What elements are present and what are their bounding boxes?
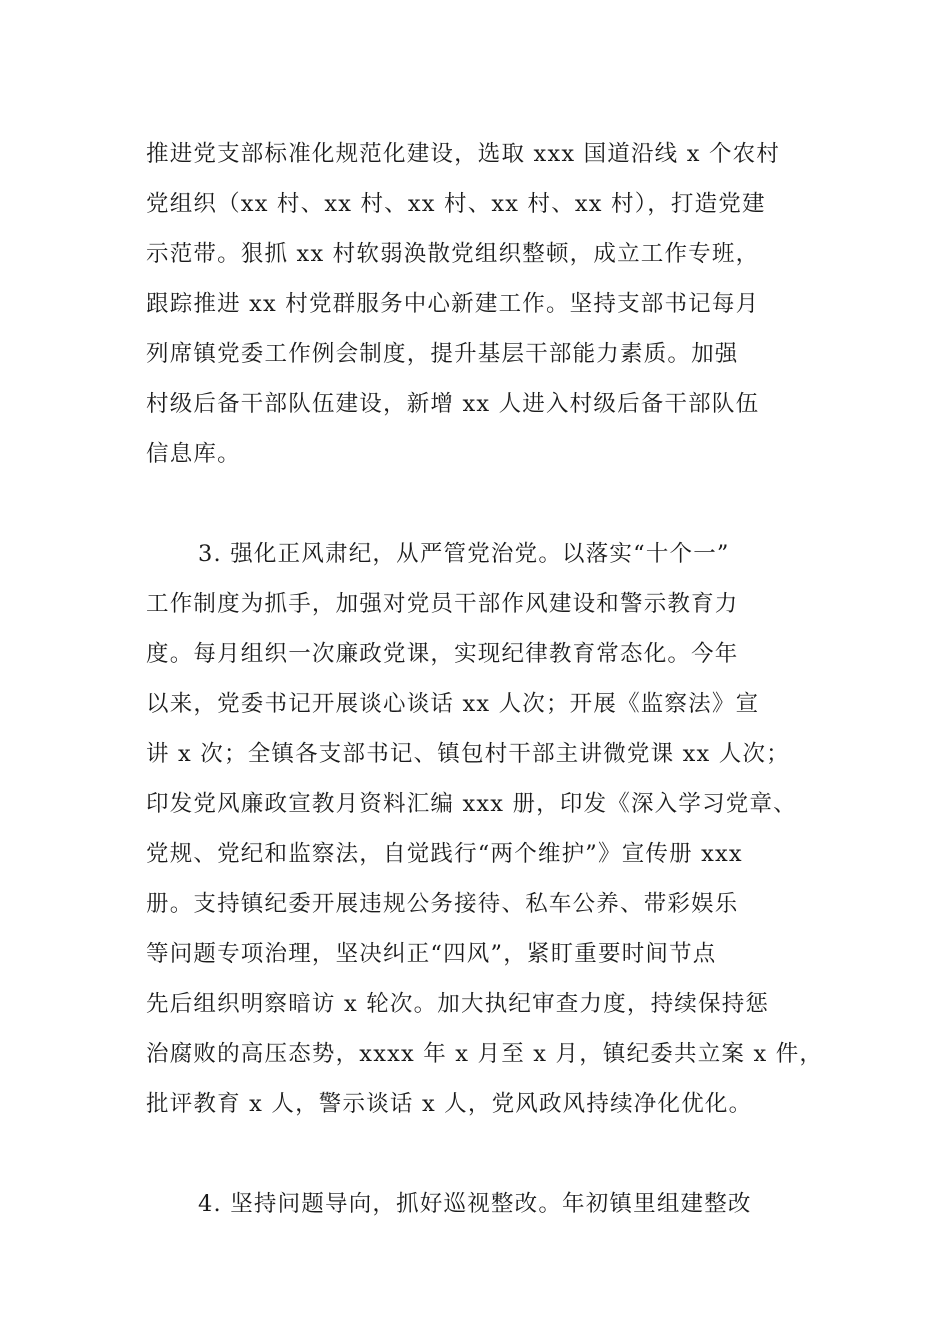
paragraph-discipline [146, 529, 824, 1129]
text-line: 示范带。狠抓 xx 村软弱涣散党组织整顿，成立工作专班， [146, 241, 760, 267]
text-line: 党组织（xx 村、xx 村、xx 村、xx 村、xx 村），打造党建 [146, 191, 766, 217]
text-line: 党规、党纪和监察法，自觉践行“两个维护”》宣传册 xxx [146, 841, 743, 867]
text-line: 治腐败的高压态势，xxxx 年 x 月至 x 月，镇纪委共立案 x 件， [146, 1041, 824, 1067]
text-line: 讲 x 次；全镇各支部书记、镇包村干部主讲微党课 xx 人次； [146, 741, 790, 767]
text-line: 批评教育 x 人，警示谈话 x 人，党风政风持续净化优化。 [146, 1091, 753, 1117]
paragraph-inspection-rectification [146, 1179, 811, 1229]
text-line: 村级后备干部队伍建设，新增 xx 人进入村级后备干部队伍 [146, 391, 760, 417]
text-line: 信息库。 [146, 441, 241, 467]
text-line: 册。支持镇纪委开展违规公务接待、私车公养、带彩娱乐 [146, 891, 739, 917]
paragraph-party-branch-building [146, 129, 811, 479]
text-line: 先后组织明察暗访 x 轮次。加大执纪审查力度，持续保持惩 [146, 991, 770, 1017]
text-line: 印发党风廉政宣教月资料汇编 xxx 册，印发《深入学习党章、 [146, 791, 797, 817]
text-line: 以来，党委书记开展谈心谈话 xx 人次；开展《监察法》宣 [146, 691, 760, 717]
section-heading-line: 3. 强化正风肃纪，从严管党治党。以落实“十个一” [198, 541, 730, 567]
section-heading-line: 4. 坚持问题导向，抓好巡视整改。年初镇里组建整改 [198, 1191, 752, 1217]
text-line: 等问题专项治理，坚决纠正“四风”，紧盯重要时间节点 [146, 941, 717, 967]
text-line: 列席镇党委工作例会制度，提升基层干部能力素质。加强 [146, 341, 739, 367]
text-line: 度。每月组织一次廉政党课，实现纪律教育常态化。今年 [146, 641, 739, 667]
text-line: 工作制度为抓手，加强对党员干部作风建设和警示教育力 [146, 591, 739, 617]
text-line: 推进党支部标准化规范化建设，选取 xxx 国道沿线 x 个农村 [146, 141, 781, 167]
text-line: 跟踪推进 xx 村党群服务中心新建工作。坚持支部书记每月 [146, 291, 760, 317]
